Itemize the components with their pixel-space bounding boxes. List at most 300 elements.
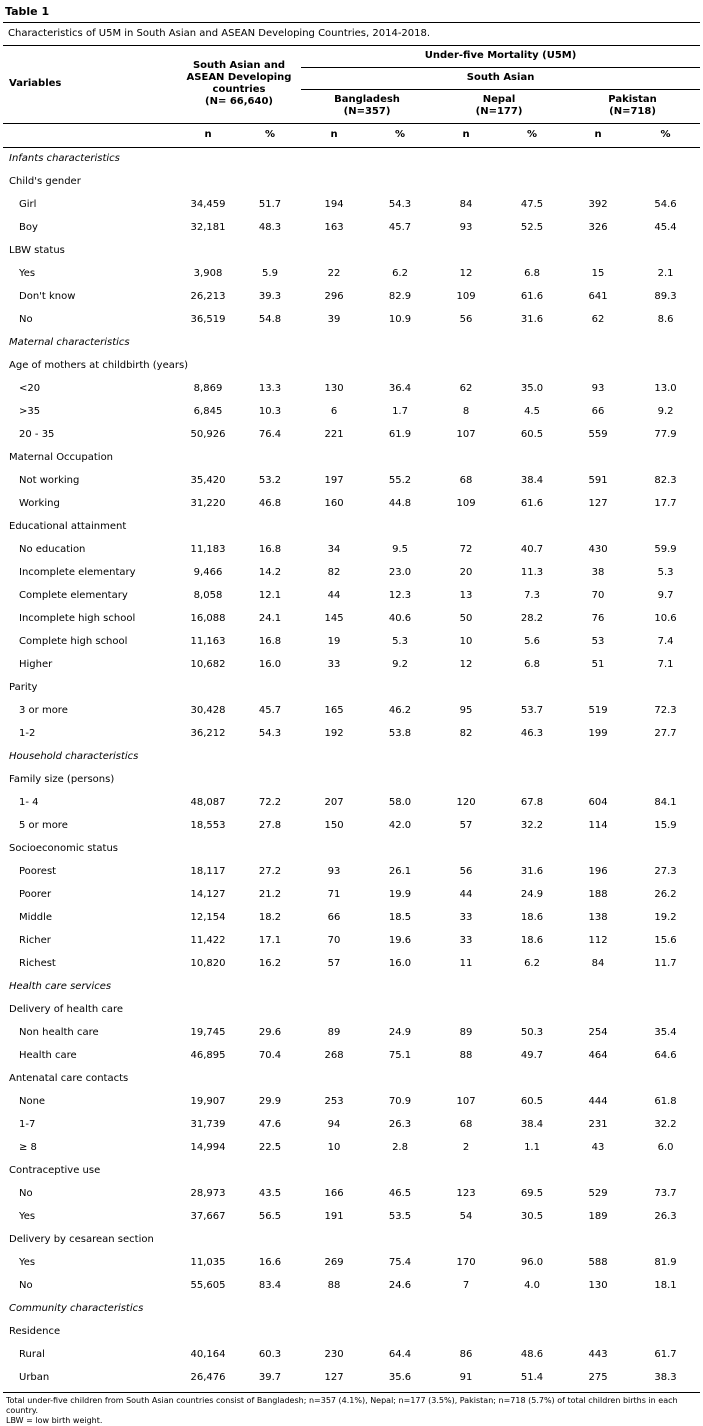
group-label: Contraceptive use [9, 1164, 101, 1176]
cell-value: 18.6 [520, 911, 544, 923]
cell-value: 604 [588, 796, 608, 808]
cell-value: 67.8 [520, 796, 544, 808]
table-footnotes [3, 1392, 700, 1426]
cell-value: 76 [591, 612, 605, 624]
cell-value: 19,745 [190, 1026, 226, 1038]
cell-value: 28,973 [190, 1187, 226, 1199]
table-row [3, 1136, 700, 1159]
cell-value: 43 [591, 1141, 605, 1153]
cell-value: 46,895 [190, 1049, 226, 1061]
table-row [3, 1205, 700, 1228]
cell-value: 44 [459, 888, 473, 900]
cell-value: 70.4 [258, 1049, 282, 1061]
row-label: 1-7 [19, 1118, 36, 1130]
cell-value: 53.8 [388, 727, 412, 739]
cell-value: 36.4 [388, 382, 412, 394]
cell-value: 95 [459, 704, 473, 716]
cell-value: 61.7 [654, 1348, 677, 1360]
cell-value: 48.3 [258, 221, 282, 233]
cell-value: 9.2 [657, 405, 674, 417]
cell-value: 138 [588, 911, 608, 923]
row-label: Middle [19, 911, 53, 923]
table-label: Table 1 [5, 5, 50, 18]
cell-value: 120 [456, 796, 476, 808]
row-label: Richest [19, 957, 56, 969]
cell-value: 114 [588, 819, 608, 831]
cell-value: 107 [456, 428, 476, 440]
cell-value: 8,058 [193, 589, 223, 601]
cell-value: 38.4 [520, 1118, 544, 1130]
cell-value: 46.8 [258, 497, 282, 509]
cell-value: 33 [459, 911, 473, 923]
cell-value: 26.3 [388, 1118, 412, 1130]
table-row [3, 216, 700, 239]
cell-value: 54.3 [388, 198, 412, 210]
cell-value: 37,667 [190, 1210, 226, 1222]
section-row [3, 1297, 700, 1320]
pakistan-n-header: n [565, 123, 631, 147]
table-row [3, 400, 700, 423]
cell-value: 34 [327, 543, 341, 555]
footnote-total: Total under-five children from South Asian countries consist of Bangladesh; n=357 (4.1%), Nepal; n=177 (3.5%), Pakistan; n=718 (5.7%) of total children births in each country. [6, 1396, 678, 1415]
cell-value: 27.2 [258, 865, 282, 877]
cell-value: 96.0 [520, 1256, 544, 1268]
group-row [3, 1228, 700, 1251]
table-row [3, 699, 700, 722]
row-label: Girl [19, 198, 37, 210]
group-label: LBW status [9, 244, 65, 256]
row-label: Incomplete elementary [19, 566, 136, 578]
bangladesh-pct-header: % [367, 123, 433, 147]
row-label: 1-2 [19, 727, 36, 739]
cell-value: 6.0 [657, 1141, 674, 1153]
cell-value: 43.5 [258, 1187, 282, 1199]
row-label: Poorer [19, 888, 52, 900]
cell-value: 5.6 [524, 635, 540, 647]
cell-value: 17.1 [258, 934, 282, 946]
cell-value: 24.9 [520, 888, 544, 900]
cell-value: 6.8 [524, 267, 540, 279]
cell-value: 430 [588, 543, 608, 555]
cell-value: 591 [588, 474, 608, 486]
cell-value: 443 [588, 1348, 608, 1360]
cell-value: 30.5 [520, 1210, 544, 1222]
cell-value: 70 [591, 589, 605, 601]
cell-value: 51.7 [258, 198, 282, 210]
cell-value: 88 [327, 1279, 341, 1291]
cell-value: 22.5 [258, 1141, 282, 1153]
row-label: Complete high school [19, 635, 128, 647]
cell-value: 34,459 [190, 198, 226, 210]
cell-value: 38.3 [654, 1371, 677, 1383]
group-label: Age of mothers at childbirth (years) [9, 359, 189, 371]
table-row [3, 308, 700, 331]
cell-value: 109 [456, 290, 476, 302]
cell-value: 10,682 [190, 658, 226, 670]
table-row [3, 1182, 700, 1205]
cell-value: 84 [459, 198, 473, 210]
overall-n-header: n [177, 123, 239, 147]
overall-header: South Asian and ASEAN Developing countries (N= 66,640) [186, 60, 292, 108]
cell-value: 31,220 [190, 497, 226, 509]
cell-value: 71 [327, 888, 341, 900]
table-row [3, 469, 700, 492]
table-row [3, 814, 700, 837]
row-label: Boy [19, 221, 38, 233]
cell-value: 57 [327, 957, 341, 969]
row-label: Yes [19, 1256, 36, 1268]
table-row [3, 262, 700, 285]
cell-value: 529 [588, 1187, 608, 1199]
table-row [3, 607, 700, 630]
row-label: Poorest [19, 865, 57, 877]
cell-value: 48,087 [190, 796, 226, 808]
cell-value: 60.5 [520, 1095, 544, 1107]
cell-value: 191 [324, 1210, 344, 1222]
cell-value: 6 [330, 405, 338, 417]
cell-value: 53 [591, 635, 605, 647]
cell-value: 464 [588, 1049, 608, 1061]
bangladesh-n-header: n [301, 123, 367, 147]
overall-pct-header: % [239, 123, 301, 147]
row-label: Yes [19, 1210, 36, 1222]
cell-value: 16.2 [258, 957, 282, 969]
cell-value: 35.6 [388, 1371, 412, 1383]
row-label: Don't know [19, 290, 76, 302]
row-label: Health care [19, 1049, 77, 1061]
cell-value: 45.4 [654, 221, 677, 233]
cell-value: 64.6 [654, 1049, 677, 1061]
cell-value: 39.7 [258, 1371, 282, 1383]
group-row [3, 768, 700, 791]
group-label: Parity [9, 681, 38, 693]
cell-value: 207 [324, 796, 344, 808]
row-label: No education [19, 543, 86, 555]
cell-value: 42.0 [388, 819, 412, 831]
row-label: Working [19, 497, 60, 509]
group-label: Delivery of health care [9, 1003, 124, 1015]
cell-value: 123 [456, 1187, 476, 1199]
cell-value: 4.0 [524, 1279, 540, 1291]
cell-value: 72 [459, 543, 473, 555]
cell-value: 53.2 [258, 474, 282, 486]
cell-value: 13.3 [258, 382, 282, 394]
row-label: Rural [19, 1348, 45, 1360]
cell-value: 19.6 [388, 934, 412, 946]
cell-value: 23.0 [388, 566, 412, 578]
cell-value: 189 [588, 1210, 608, 1222]
cell-value: 89.3 [654, 290, 677, 302]
table-row [3, 883, 700, 906]
cell-value: 16.8 [258, 543, 282, 555]
cell-value: 7 [462, 1279, 470, 1291]
group-label: Residence [9, 1325, 61, 1337]
group-row [3, 998, 700, 1021]
group-row [3, 170, 700, 193]
table-row [3, 929, 700, 952]
section-label: Community characteristics [9, 1302, 144, 1314]
cell-value: 44 [327, 589, 341, 601]
cell-value: 83.4 [258, 1279, 282, 1291]
cell-value: 5.3 [657, 566, 674, 578]
group-row [3, 1067, 700, 1090]
cell-value: 89 [459, 1026, 473, 1038]
cell-value: 53.5 [388, 1210, 412, 1222]
cell-value: 35.0 [520, 382, 544, 394]
cell-value: 38 [591, 566, 605, 578]
cell-value: 51 [591, 658, 605, 670]
row-label: Non health care [19, 1026, 99, 1038]
cell-value: 10 [327, 1141, 341, 1153]
cell-value: 16.6 [258, 1256, 282, 1268]
group-row [3, 676, 700, 699]
cell-value: 15.9 [654, 819, 677, 831]
characteristics-table [3, 46, 700, 1389]
row-label: Richer [19, 934, 51, 946]
cell-value: 26.3 [654, 1210, 677, 1222]
cell-value: 13 [459, 589, 473, 601]
cell-value: 39.3 [258, 290, 282, 302]
cell-value: 38.4 [520, 474, 544, 486]
cell-value: 28.2 [520, 612, 544, 624]
group-row [3, 1159, 700, 1182]
section-label: Health care services [9, 980, 112, 992]
cell-value: 170 [456, 1256, 476, 1268]
table-row [3, 584, 700, 607]
cell-value: 93 [327, 865, 341, 877]
cell-value: 91 [459, 1371, 473, 1383]
cell-value: 19.2 [654, 911, 677, 923]
row-label: 5 or more [19, 819, 68, 831]
cell-value: 10,820 [190, 957, 226, 969]
cell-value: 50,926 [190, 428, 226, 440]
cell-value: 55.2 [388, 474, 412, 486]
cell-value: 56 [459, 865, 473, 877]
table-row [3, 538, 700, 561]
row-label: ≥ 8 [19, 1141, 37, 1153]
cell-value: 39 [327, 313, 341, 325]
cell-value: 11,422 [190, 934, 226, 946]
cell-value: 19.9 [388, 888, 412, 900]
cell-value: 253 [324, 1095, 344, 1107]
pakistan-header: Pakistan (N=718) [608, 94, 657, 118]
cell-value: 29.9 [258, 1095, 282, 1107]
cell-value: 9,466 [193, 566, 223, 578]
group-label: Educational attainment [9, 520, 127, 532]
cell-value: 47.6 [258, 1118, 282, 1130]
cell-value: 6.2 [524, 957, 540, 969]
cell-value: 82 [459, 727, 473, 739]
cell-value: 14,127 [190, 888, 226, 900]
cell-value: 19,907 [190, 1095, 226, 1107]
row-label: No [19, 1279, 33, 1291]
group-label: Child's gender [9, 175, 81, 187]
row-label: None [19, 1095, 46, 1107]
cell-value: 221 [324, 428, 344, 440]
row-label: Not working [19, 474, 80, 486]
nepal-pct-header: % [499, 123, 565, 147]
south-asian-header: South Asian [301, 67, 700, 89]
cell-value: 81.9 [654, 1256, 677, 1268]
cell-value: 1.1 [524, 1141, 540, 1153]
cell-value: 66 [591, 405, 605, 417]
table-row [3, 860, 700, 883]
cell-value: 107 [456, 1095, 476, 1107]
cell-value: 130 [324, 382, 344, 394]
cell-value: 20 [459, 566, 473, 578]
cell-value: 392 [588, 198, 608, 210]
cell-value: 17.7 [654, 497, 677, 509]
cell-value: 45.7 [388, 221, 412, 233]
cell-value: 145 [324, 612, 344, 624]
row-label: Urban [19, 1371, 50, 1383]
cell-value: 130 [588, 1279, 608, 1291]
cell-value: 56.5 [258, 1210, 282, 1222]
cell-value: 641 [588, 290, 608, 302]
group-label: Family size (persons) [9, 773, 115, 785]
row-label: >35 [19, 405, 41, 417]
table-row [3, 1366, 700, 1389]
cell-value: 48.6 [520, 1348, 544, 1360]
group-row [3, 239, 700, 262]
cell-value: 519 [588, 704, 608, 716]
cell-value: 5.9 [262, 267, 278, 279]
cell-value: 21.2 [258, 888, 282, 900]
cell-value: 93 [459, 221, 473, 233]
cell-value: 76.4 [258, 428, 282, 440]
cell-value: 6.2 [392, 267, 408, 279]
cell-value: 32.2 [654, 1118, 677, 1130]
cell-value: 11,163 [190, 635, 226, 647]
cell-value: 32,181 [190, 221, 226, 233]
cell-value: 57 [459, 819, 473, 831]
cell-value: 26.1 [388, 865, 412, 877]
cell-value: 296 [324, 290, 344, 302]
table-row [3, 423, 700, 446]
cell-value: 254 [588, 1026, 608, 1038]
cell-value: 13.0 [654, 382, 677, 394]
cell-value: 109 [456, 497, 476, 509]
cell-value: 59.9 [654, 543, 677, 555]
cell-value: 7.1 [657, 658, 674, 670]
cell-value: 199 [588, 727, 608, 739]
bangladesh-header: Bangladesh (N=357) [334, 94, 400, 118]
row-label: No [19, 1187, 33, 1199]
cell-value: 75.1 [388, 1049, 412, 1061]
cell-value: 268 [324, 1049, 344, 1061]
cell-value: 192 [324, 727, 344, 739]
table-row [3, 722, 700, 745]
cell-value: 166 [324, 1187, 344, 1199]
cell-value: 82 [327, 566, 341, 578]
cell-value: 64.4 [388, 1348, 412, 1360]
cell-value: 54.3 [258, 727, 282, 739]
cell-value: 27.7 [654, 727, 677, 739]
row-label: Incomplete high school [19, 612, 136, 624]
cell-value: 18,553 [190, 819, 226, 831]
cell-value: 70.9 [388, 1095, 412, 1107]
cell-value: 61.6 [520, 497, 544, 509]
cell-value: 26,213 [190, 290, 226, 302]
table-row [3, 1274, 700, 1297]
cell-value: 16.0 [388, 957, 412, 969]
cell-value: 11.7 [654, 957, 677, 969]
cell-value: 31,739 [190, 1118, 226, 1130]
cell-value: 16,088 [190, 612, 226, 624]
table-row [3, 630, 700, 653]
table-row [3, 193, 700, 216]
row-label: No [19, 313, 33, 325]
row-label: 3 or more [19, 704, 68, 716]
cell-value: 2.8 [392, 1141, 408, 1153]
cell-value: 47.5 [520, 198, 544, 210]
cell-value: 93 [591, 382, 605, 394]
cell-value: 326 [588, 221, 608, 233]
cell-value: 61.8 [654, 1095, 677, 1107]
group-row [3, 354, 700, 377]
cell-value: 40.7 [520, 543, 544, 555]
cell-value: 18.1 [654, 1279, 677, 1291]
cell-value: 9.7 [657, 589, 674, 601]
cell-value: 150 [324, 819, 344, 831]
cell-value: 72.2 [258, 796, 282, 808]
nepal-n-header: n [433, 123, 499, 147]
row-label: Complete elementary [19, 589, 128, 601]
cell-value: 12.3 [388, 589, 412, 601]
section-row [3, 147, 700, 170]
cell-value: 66 [327, 911, 341, 923]
section-row [3, 745, 700, 768]
cell-value: 3,908 [193, 267, 223, 279]
cell-value: 9.5 [392, 543, 408, 555]
cell-value: 26.2 [654, 888, 677, 900]
table-row [3, 906, 700, 929]
group-row [3, 446, 700, 469]
section-label: Maternal characteristics [9, 336, 130, 348]
cell-value: 12.1 [258, 589, 282, 601]
cell-value: 35.4 [654, 1026, 677, 1038]
row-label: Higher [19, 658, 53, 670]
cell-value: 231 [588, 1118, 608, 1130]
cell-value: 56 [459, 313, 473, 325]
cell-value: 6,845 [193, 405, 223, 417]
cell-value: 12 [459, 658, 473, 670]
cell-value: 68 [459, 1118, 473, 1130]
group-label: Antenatal care contacts [9, 1072, 129, 1084]
cell-value: 112 [588, 934, 608, 946]
cell-value: 60.5 [520, 428, 544, 440]
cell-value: 46.3 [520, 727, 544, 739]
cell-value: 275 [588, 1371, 608, 1383]
table-row [3, 1251, 700, 1274]
cell-value: 35,420 [190, 474, 226, 486]
cell-value: 7.3 [524, 589, 540, 601]
group-row [3, 837, 700, 860]
cell-value: 82.9 [388, 290, 412, 302]
cell-value: 31.6 [520, 865, 544, 877]
table-row [3, 653, 700, 676]
cell-value: 73.7 [654, 1187, 677, 1199]
cell-value: 22 [327, 267, 341, 279]
cell-value: 19 [327, 635, 341, 647]
cell-value: 18.5 [388, 911, 412, 923]
section-label: Household characteristics [9, 750, 139, 762]
cell-value: 33 [327, 658, 341, 670]
cell-value: 44.8 [388, 497, 412, 509]
cell-value: 1.7 [392, 405, 408, 417]
cell-value: 50 [459, 612, 473, 624]
cell-value: 61.9 [388, 428, 412, 440]
